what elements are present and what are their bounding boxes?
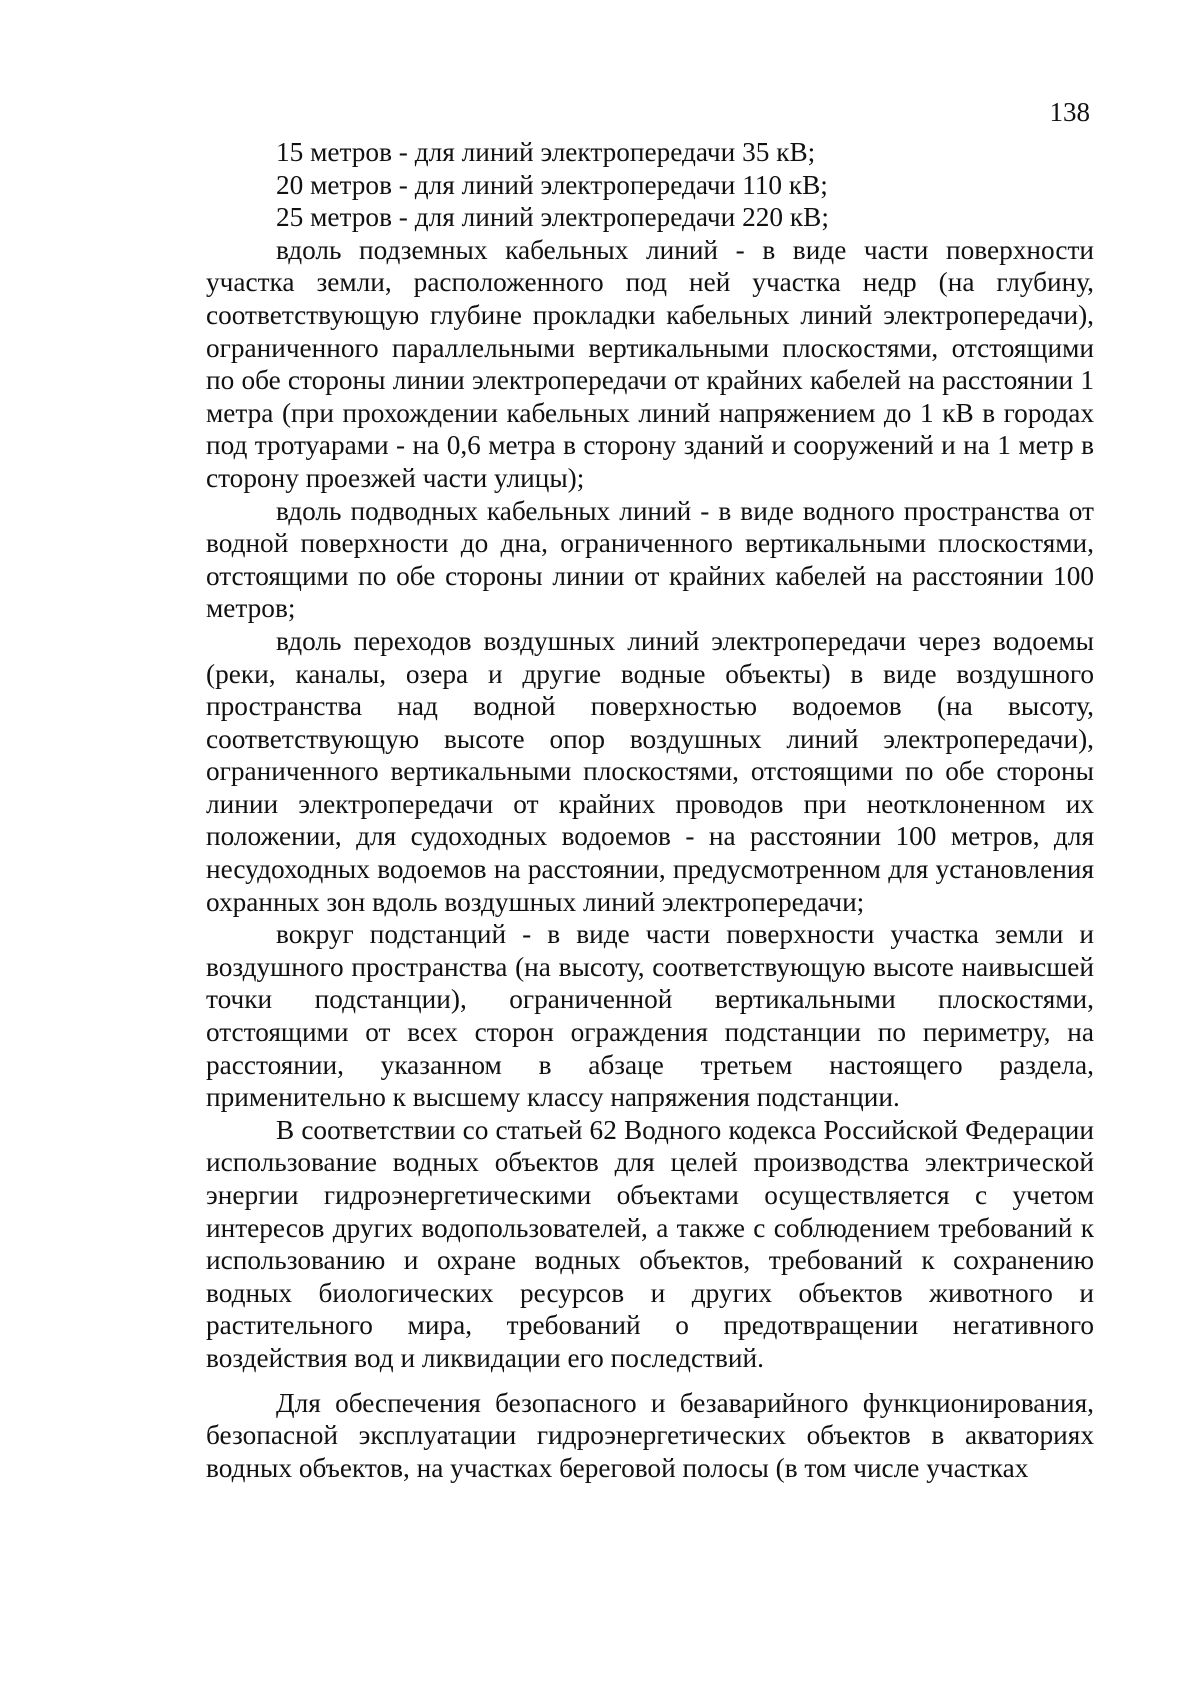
paragraph-water-code: В соответствии со статьей 62 Водного кодекса Российской Федерации использование водных объектов для целей производства электрической энергии гидроэнергетическими объектами осуществляется с учетом интересов других водопользователей, а также с соблюдением требований к использованию и охране водных объектов, требований к сохранению водных биологических ресурсов и других объектов животного и растительного мира, требований о предотвращении негативного воздействия вод и ликвидации его последствий. bbox=[206, 1114, 1094, 1373]
paragraph-overhead-line-crossings: вдоль переходов воздушных линий электропередачи через водоемы (реки, каналы, озера и другие водные объекты) в виде воздушного пространства над водной поверхностью водоемов (на высоту, соответствующую высоте опор воздушных линий электропередачи), ограниченного вертикальными плоскостями, отстоящими по обе стороны линии электропередачи от крайних проводов при неотклоненном их положении, для судоходных водоемов - на расстоянии 100 метров, для несудоходных водоемов на расстоянии, предусмотренном для установления охранных зон вдоль воздушных линий электропередачи; bbox=[206, 625, 1094, 917]
distance-line-35kv: 15 метров - для линий электропередачи 35 кВ; bbox=[276, 137, 816, 167]
paragraph-hydro-safety: Для обеспечения безопасного и безаварийного функционирования, безопасной эксплуатации гидроэнергетических объектов в акваториях водных объектов, на участках береговой полосы (в том числе участках bbox=[206, 1387, 1094, 1483]
paragraph-substations: вокруг подстанций - в виде части поверхности участка земли и воздушного пространства (на высоту, соответствующую высоте наивысшей точки подстанции), ограниченной вертикальными плоскостями, отстоящими от всех сторон ограждения подстанции по периметру, на расстоянии, указанном в абзаце третьем настоящего раздела, применительно к высшему классу напряжения подстанции. bbox=[206, 919, 1094, 1113]
document-body bbox=[206, 136, 1094, 1484]
paragraph-underground-cables: вдоль подземных кабельных линий - в виде части поверхности участка земли, расположенного под ней участка недр (на глубину, соответствующую глубине прокладки кабельных линий электропередачи), ограниченного параллельными вертикальными плоскостями, отстоящими по обе стороны линии электропередачи от крайних кабелей на расстоянии 1 метра (при прохождении кабельных линий напряжением до 1 кВ в городах под тротуарами - на 0,6 метра в сторону зданий и сооружений и на 1 метр в сторону проезжей части улицы); bbox=[206, 234, 1094, 493]
distance-line-220kv: 25 метров - для линий электропередачи 220 кВ; bbox=[276, 202, 829, 233]
page-number: 138 bbox=[1049, 97, 1090, 127]
paragraph-underwater-cables: вдоль подводных кабельных линий - в виде водного пространства от водной поверхности до дна, ограниченного вертикальными плоскостями, отстоящими по обе стороны линии от крайних кабелей на расстоянии 100 метров; bbox=[206, 495, 1094, 624]
distance-line-110kv: 20 метров - для линий электропередачи 110 кВ; bbox=[276, 169, 828, 200]
